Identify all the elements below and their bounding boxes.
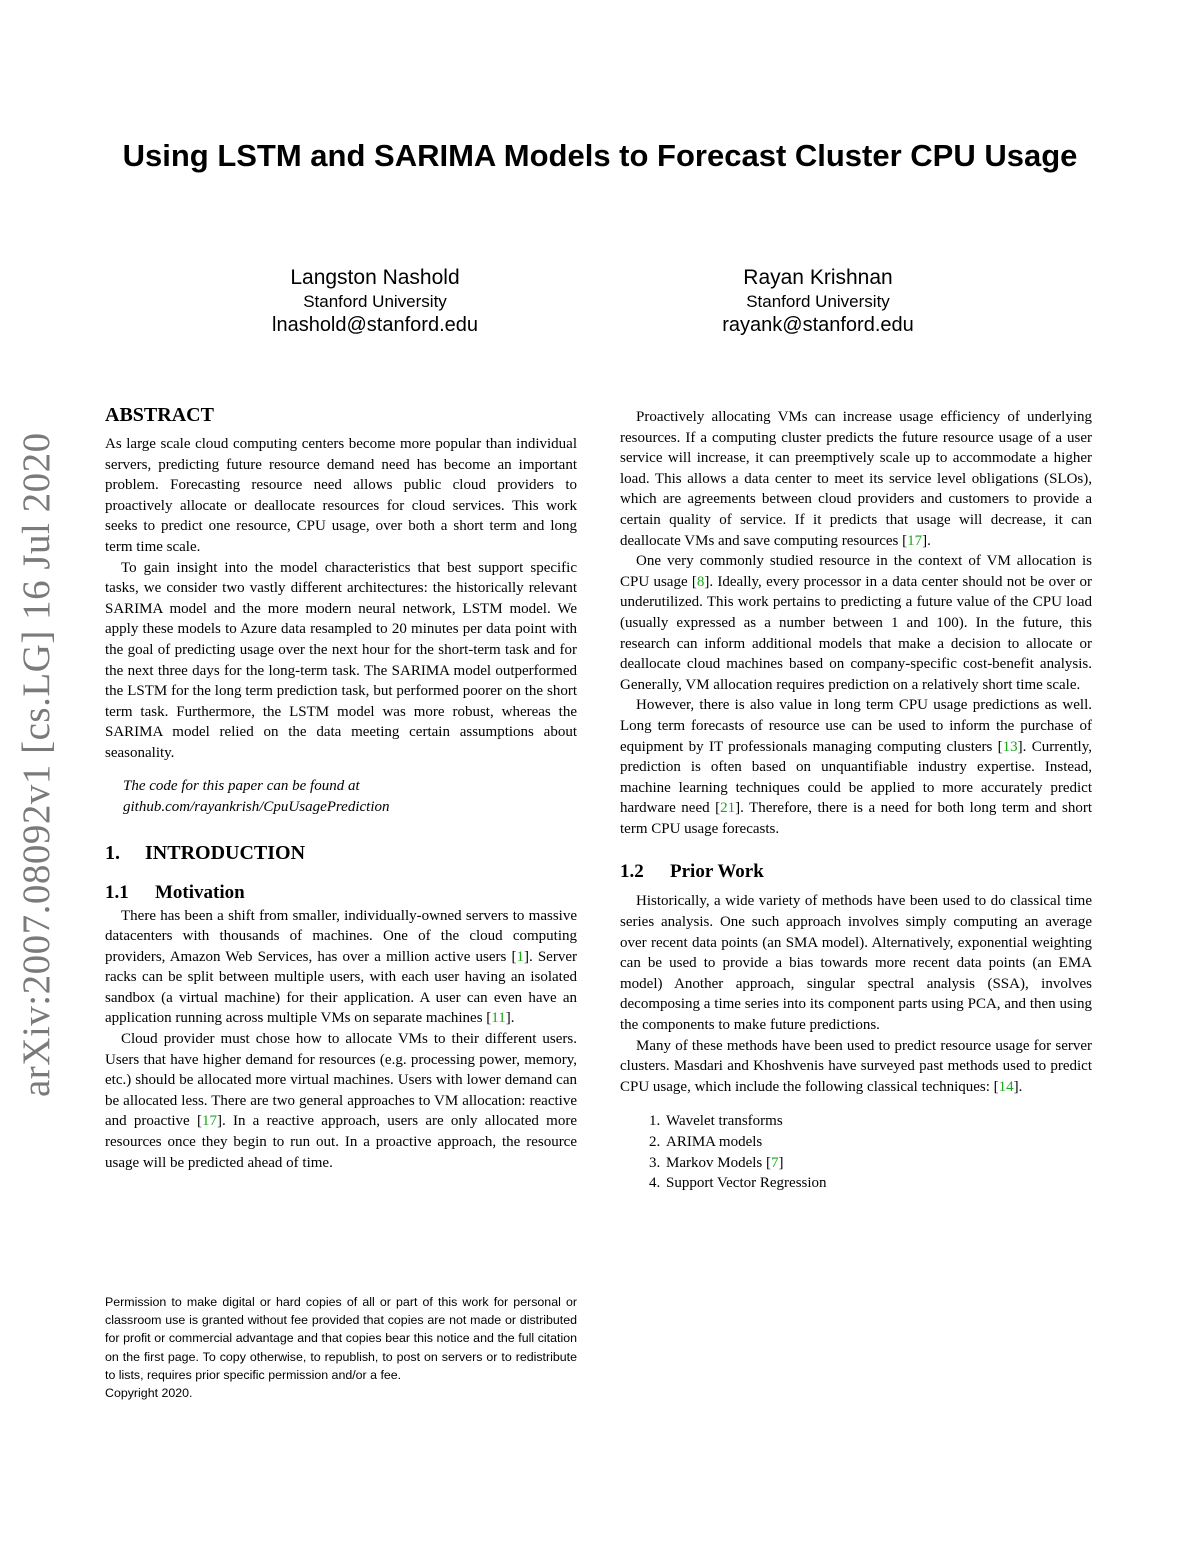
citation-link[interactable]: 13 [1002, 738, 1018, 755]
paper-title: Using LSTM and SARIMA Models to Forecast Cluster CPU Usage [122, 138, 1078, 173]
body-paragraph: Many of these methods have been used to predict resource usage for server clusters. Masdari and Khoshvenis have surveyed past methods used to predict CPU usage, which include the following classical techniques: [14]. [620, 1037, 1092, 1095]
body-paragraph: Proactively allocating VMs can increase usage efficiency of underlying resources. If a computing cluster predicts the future resource usage of a user service will increase, it can preemptively scale up to accommodate a higher load. This allows a data center to meet its service level obligations (SLOs), which are agreements between cloud providers and customers to provide a certain quality of service. If it predicts that usage will decrease, it can deallocate VMs and save computing resources [17]. [620, 409, 1092, 549]
permission-text: Permission to make digital or hard copies of all or part of this work for personal or classroom use is granted without fee provided that copies are not made or distributed for profit or commercial advantage and that copies bear this notice and the full citation on the first page. To copy otherwise, to republish, to post on servers or to redistribute to lists, requires prior specific permission and/or a fee. [105, 1295, 577, 1382]
author-block-2 [638, 264, 998, 338]
subsection-title: Prior Work [670, 861, 764, 883]
section-heading-introduction [105, 840, 577, 866]
body-paragraph: There has been a shift from smaller, individually-owned servers to massive datacenters with thousands of machines. One of the cloud computing providers, Amazon Web Services, has over a million active users [1]. Server racks can be split between multiple users, with each user having an isolated sandbox (a virtual machine) for their application. A user can even have an application running across multiple VMs on separate machines [11]. [105, 907, 577, 1027]
body-paragraph: One very commonly studied resource in the context of VM allocation is CPU usage [8]. Ideally, every processor in a data center should not be over or underutilized. This work pertains to predicting a future value of the CPU load (usually expressed as a number between 1 and 100). In the future, this research can inform additional models that make a decision to allocate or deallocate cloud machines based on company-specific cost-benefit analysis. Generally, VM allocation requires prediction on a relatively short time scale. [620, 553, 1092, 693]
code-availability-note [123, 776, 577, 818]
abstract-paragraph: As large scale cloud computing centers become more popular than individual servers, predicting future resource demand need has become an important problem. Forecasting resource need allows public cloud providers to proactively allocate or deallocate resources for cloud services. This work seeks to predict one resource, CPU usage, over both a short term and long term time scale. [105, 436, 577, 555]
list-item: 4. Support Vector Regression [664, 1173, 1092, 1194]
body-paragraph: Cloud provider must chose how to allocate VMs to their different users. Users that have higher demand for resources (e.g. processing power, memory, etc.) should be allocated more virtual machines. Users with lower demand can be allocated less. There are two general approaches to VM allocation: reactive and proactive [17]. In a reactive approach, users are only allocated more resources once they begin to run out. In a proactive approach, the resource usage will be predicted ahead of time. [105, 1031, 577, 1171]
citation-link[interactable]: 7 [771, 1154, 779, 1171]
list-item: 3. Markov Models [7] [664, 1153, 1092, 1174]
citation-link[interactable]: 1 [516, 948, 524, 965]
section-title: INTRODUCTION [145, 841, 306, 864]
citation-link[interactable]: 11 [491, 1010, 506, 1027]
arxiv-identifier-stamp: arXiv:2007.08092v1 [cs.LG] 16 Jul 2020 [15, 432, 58, 1097]
subsection-number: 1.1 [105, 881, 129, 903]
citation-link[interactable]: 17 [907, 532, 923, 549]
subsection-heading-motivation [105, 880, 577, 906]
citation-link[interactable]: 8 [696, 573, 705, 590]
abstract-heading: ABSTRACT [105, 404, 214, 426]
body-paragraph: Historically, a wide variety of methods have been used to do classical time series analysis. One such approach involves simply computing an average over recent data points (an SMA model). Alternatively, exponential weighting can be used to provide a bias towards more recent data points (an EMA model) Another approach, singular spectral analysis (SSA), involves decomposing a time series into its component parts using PCA, and then using the components to make future predictions. [620, 893, 1092, 1034]
body-paragraph: However, there is also value in long term CPU usage predictions as well. Long term forecasts of resource use can be used to inform the purchase of equipment by IT professionals managing computing clusters [13]. Currently, prediction is often based on unquantifiable industry expertise. Instead, machine learning techniques could be applied to more accurately predict hardware need [21]. Therefore, there is a need for both long term and short term CPU usage forecasts. [620, 697, 1092, 837]
author-affiliation: Stanford University [746, 292, 890, 311]
list-item: 2. ARIMA models [664, 1132, 1092, 1153]
section-number: 1. [105, 841, 120, 864]
author-name: Rayan Krishnan [743, 266, 893, 289]
author-email[interactable]: rayank@stanford.edu [722, 314, 914, 336]
right-column [620, 407, 1092, 1194]
author-block-1 [195, 264, 555, 338]
author-name: Langston Nashold [290, 266, 460, 289]
subsection-title: Motivation [155, 881, 245, 903]
left-column [105, 402, 577, 1173]
citation-link[interactable]: 14 [998, 1078, 1014, 1095]
citation-link[interactable]: 17 [201, 1113, 217, 1130]
copyright-text: Copyright 2020. [105, 1386, 193, 1401]
code-note-text: The code for this paper can be found at [123, 777, 360, 794]
subsection-heading-prior-work [620, 859, 1092, 885]
author-affiliation: Stanford University [303, 292, 447, 311]
code-repo-link[interactable]: github.com/rayankrish/CpuUsagePrediction [123, 798, 390, 815]
subsection-number: 1.2 [620, 861, 644, 883]
permission-footnote [105, 1293, 577, 1402]
classical-techniques-list [620, 1111, 1092, 1193]
citation-link[interactable]: 21 [720, 800, 736, 817]
author-email[interactable]: lnashold@stanford.edu [272, 314, 478, 336]
list-item: 1. Wavelet transforms [664, 1111, 1092, 1132]
abstract-paragraph: To gain insight into the model characteristics that best support specific tasks, we consider two vastly different architectures: the historically relevant SARIMA model and the more modern neural network, LSTM model. We apply these models to Azure data resampled to 20 minutes per data point with the goal of predicting usage over the next hour for the short-term task and for the next three days for the long-term task. The SARIMA model outperformed the LSTM for the long term prediction task, but performed poorer on the short term task. Furthermore, the LSTM model was more robust, whereas the SARIMA model relied on the data meeting certain assumptions about seasonality. [105, 559, 577, 761]
